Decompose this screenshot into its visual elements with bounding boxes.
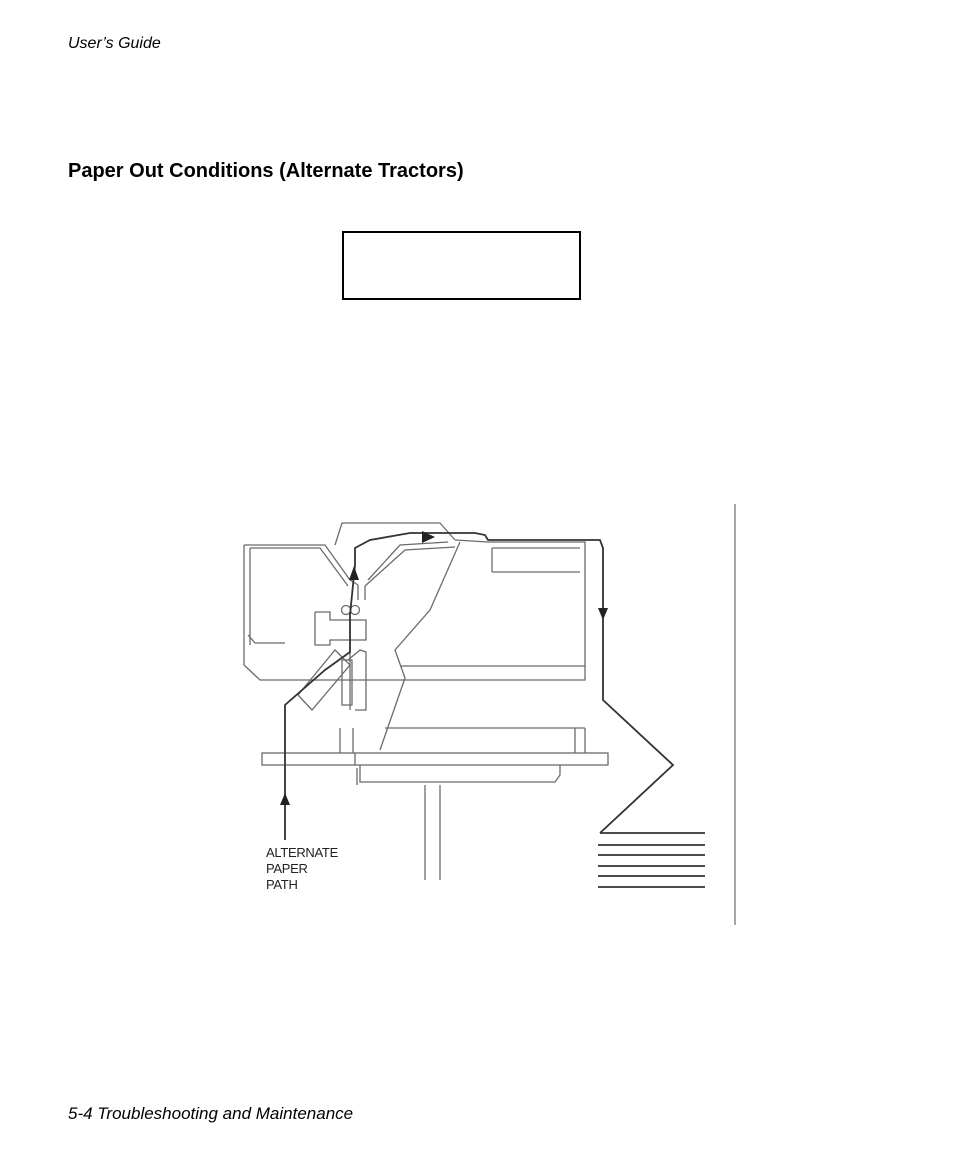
printer-stand-top xyxy=(262,753,608,765)
arrow-up-icon xyxy=(280,793,290,805)
printer-body-outline xyxy=(244,540,585,680)
label-line-1: ALTERNATE xyxy=(266,845,338,860)
arrow-up-icon xyxy=(349,566,359,580)
top-cover-outline xyxy=(335,523,455,545)
print-head-outline xyxy=(315,612,366,645)
label-line-3: PATH xyxy=(266,877,298,892)
arrow-down-icon xyxy=(598,608,608,620)
page-footer: 5-4 Troubleshooting and Maintenance xyxy=(68,1104,354,1123)
printer-alternate-paper-path-diagram xyxy=(230,500,750,930)
running-header: User’s Guide xyxy=(68,35,161,52)
alternate-paper-path-label xyxy=(266,845,338,893)
operator-panel-display-box xyxy=(342,231,581,300)
label-line-2: PAPER xyxy=(266,861,308,876)
section-title: Paper Out Conditions (Alternate Tractors) xyxy=(68,160,464,182)
